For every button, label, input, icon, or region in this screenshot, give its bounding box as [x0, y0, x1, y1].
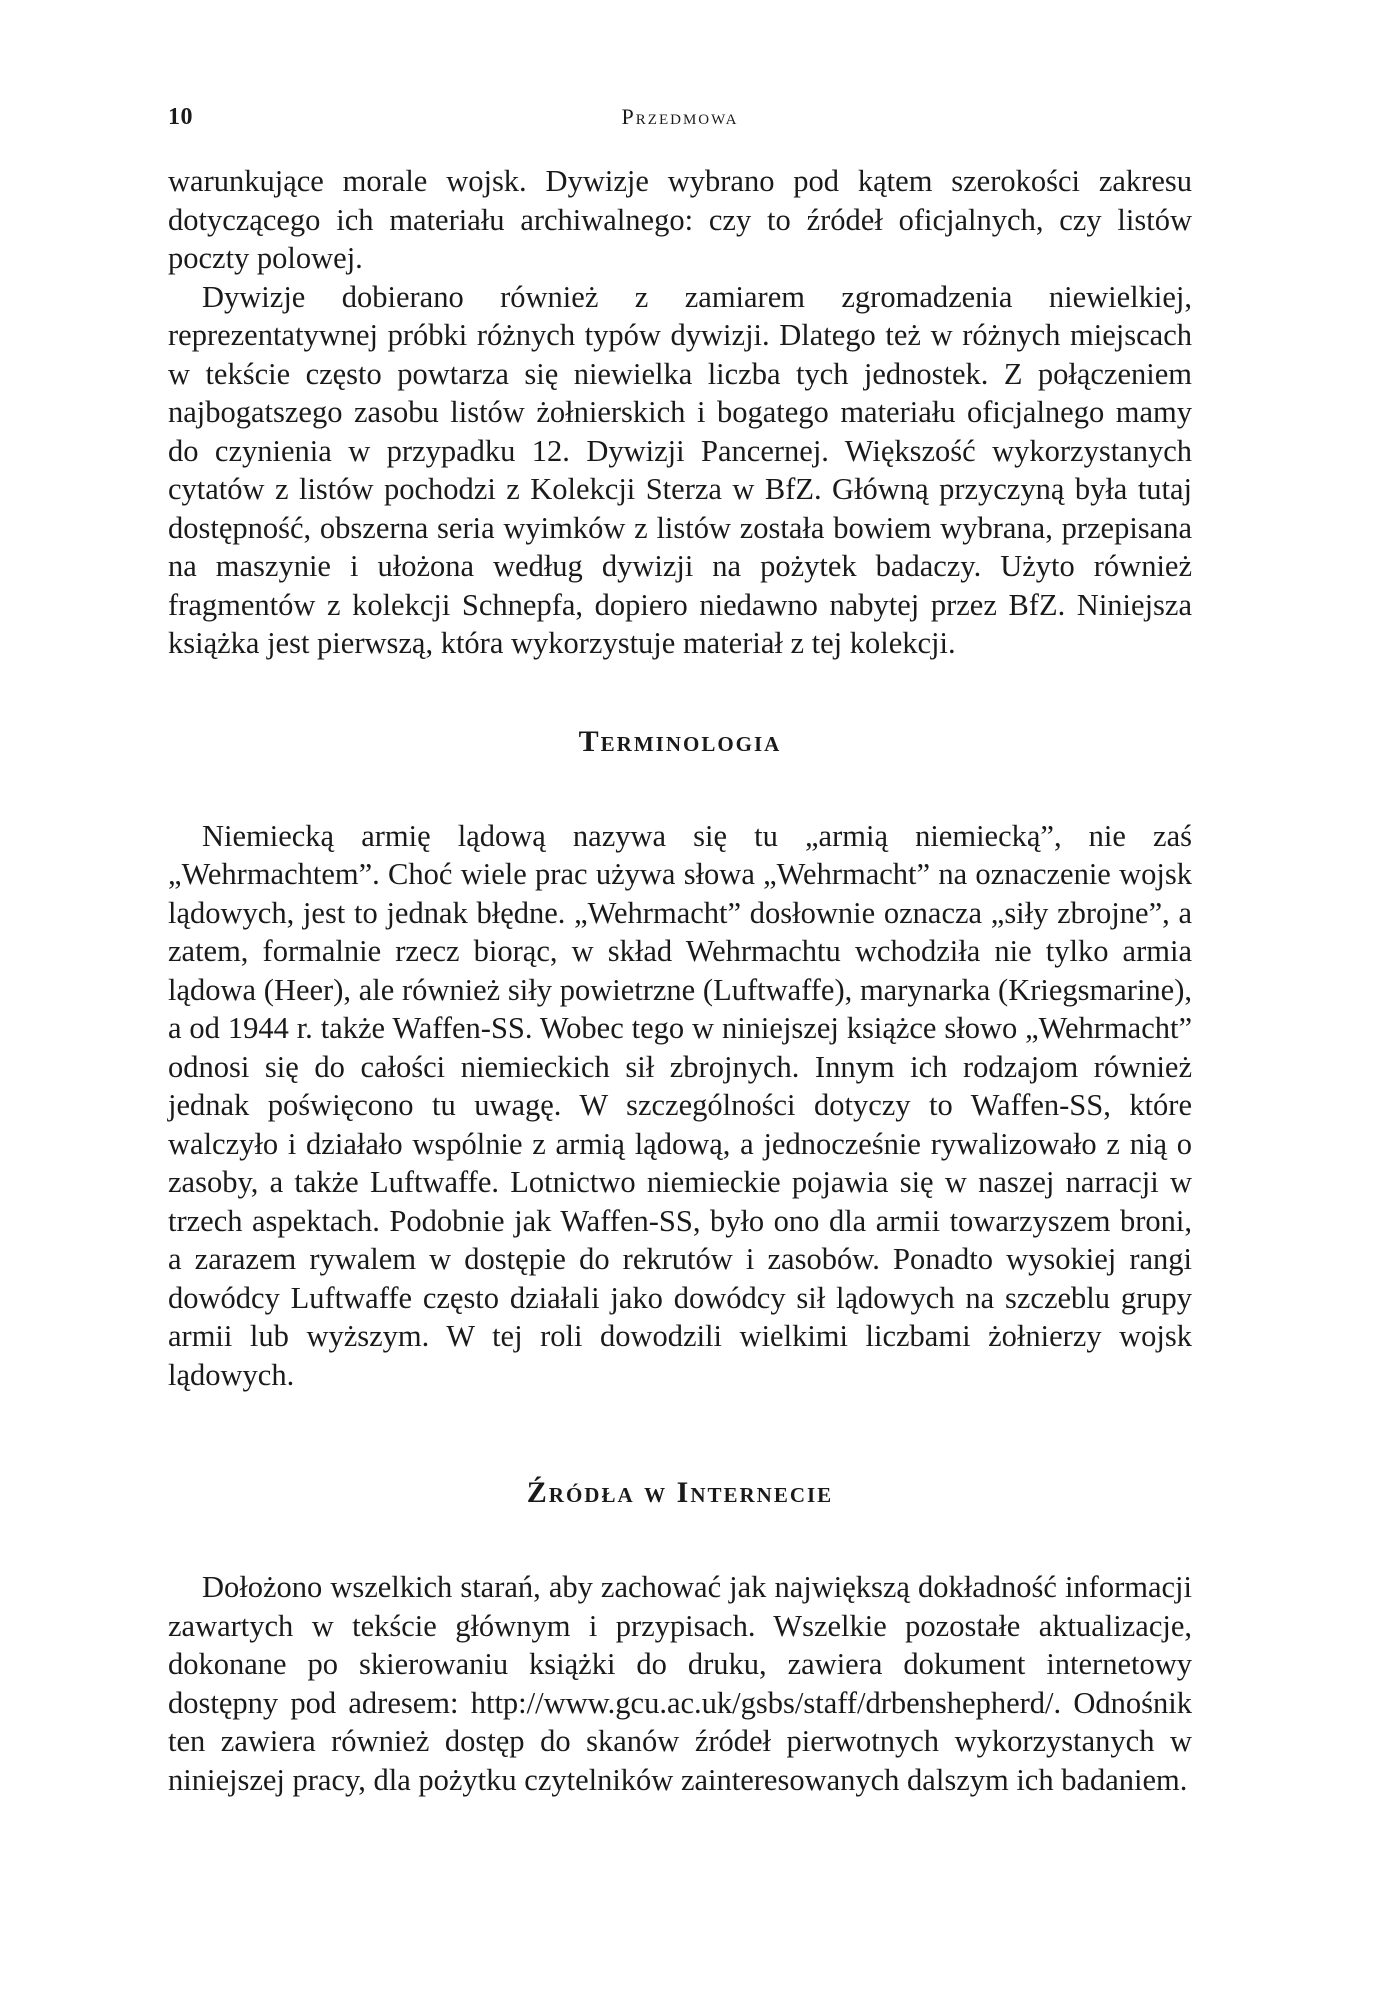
body-paragraph-terminology: Niemiecką armię lądową nazywa się tu „armią niemiecką”, nie zaś „Wehrmachtem”. Choć wiele prac używa słowa „Wehrmacht” na oznaczenie wojsk lądowych, jest to jednak błędne. „Wehrmacht” dosłownie oznacza „siły zbrojne”, a zatem, formalnie rzecz biorąc, w skład Wehrmachtu wchodziła nie tylko armia lądowa (Heer), ale również siły powietrzne (Luftwaffe), marynarka (Kriegsmarine), a od 1944 r. także Waffen-SS. Wobec tego w niniejszej książce słowo „Wehrmacht” odnosi się do całości niemieckich sił zbrojnych. Innym ich rodzajom również jednak poświęcono tu uwagę. W szczególności dotyczy to Waffen-SS, które walczyło i działało wspólnie z armią lądową, a jednocześnie rywalizowało z nią o zasoby, a także Luftwaffe. Lotnictwo niemieckie pojawia się w naszej narracji w trzech aspektach. Podobnie jak Waffen-SS, było ono dla armii towarzyszem broni, a zarazem rywalem w dostępie do rekrutów i zasobów. Ponadto wysokiej rangi dowódcy Luftwaffe często działali jako dowódcy sił lądowych na szczeblu grupy armii lub wyższym. W tej roli dowodzili wielkimi liczbami żołnierzy wojsk lądowych. — [168, 818, 1192, 1392]
body-paragraph-internet-sources: Dołożono wszelkich starań, aby zachować jak największą dokładność informacji zawartych w tekście głównym i przypisach. Wszelkie pozostałe aktualizacje, dokonane po skierowaniu książki do druku, zawiera dokument internetowy dostępny pod adresem: http://www.gcu.ac.uk/gsbs/staff/drbenshepherd/. Odnośnik ten zawiera również dostęp do skanów źródeł pierwotnych wykorzystanych w niniejszej pracy, dla pożytku czytelników zainteresowanych dalszym ich badaniem. — [168, 1570, 1192, 1797]
page-number: 10 — [168, 104, 193, 130]
running-title: Przedmowa — [621, 104, 739, 129]
body-paragraph-divisions: Dywizje dobierano również z zamiarem zgromadzenia niewielkiej, reprezentatywnej próbki różnych typów dywizji. Dlatego też w różnych miejscach w tekście często powtarza się niewielka liczba tych jednostek. Z połączeniem najbogatszego zasobu listów żołnierskich i bogatego materiału oficjalnego mamy do czynienia w przypadku 12. Dywizji Pancernej. Większość wykorzystanych cytatów z listów pochodzi z Kolekcji Sterza w BfZ. Główną przyczyną była tutaj dostępność, obszerna seria wyimków z listów została bowiem wybrana, przepisana na maszynie i ułożona według dywizji na pożytek badaczy. Użyto również fragmentów z kolekcji Schnepfa, dopiero niedawno nabytej przez BfZ. Niniejsza książka jest pierwszą, która wykorzystuje materiał z tej kolekcji. — [168, 279, 1192, 660]
book-page — [168, 96, 1192, 1799]
section-heading-terminologia: Terminologia — [578, 724, 782, 758]
body-paragraph-continued: warunkujące morale wojsk. Dywizje wybrano pod kątem szerokości zakresu dotyczącego ich materiału archiwalnego: czy to źródeł oficjalnych, czy listów poczty polowej. — [168, 164, 1192, 275]
section-heading-internet-sources: Źródła w Internecie — [526, 1476, 834, 1509]
running-head — [168, 96, 1192, 144]
